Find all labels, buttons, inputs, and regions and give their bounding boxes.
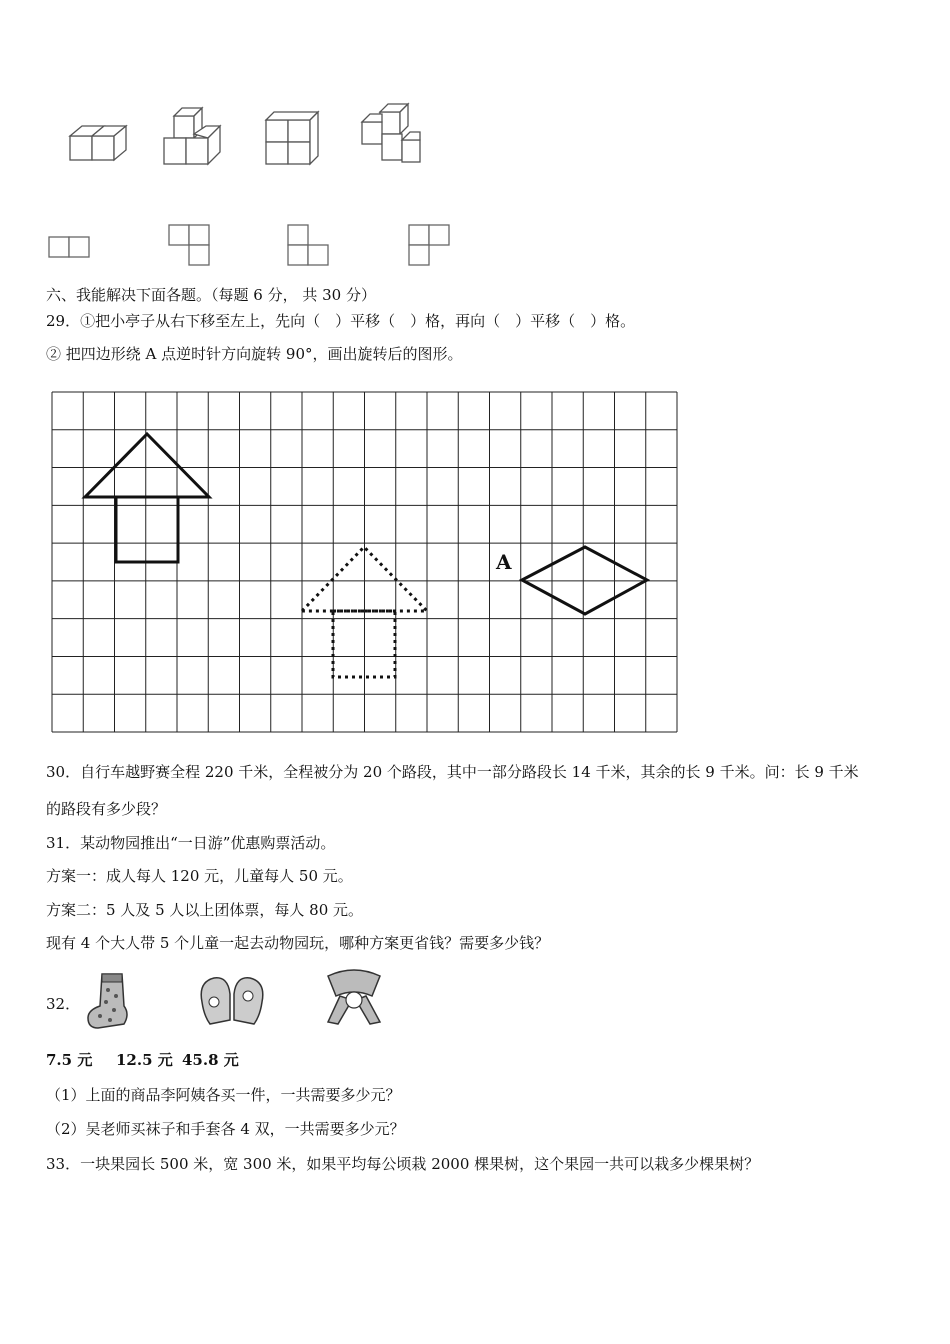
q30-line2: 的路段有多少段？ <box>46 800 167 818</box>
q29-part1: 29．①把小亭子从右下移至左上，先向（ ）平移（ ）格，再向（ ）平移（ ）格。 <box>46 312 636 330</box>
q31-question: 现有 4 个大人带 5 个儿童一起去动物园玩，哪种方案更省钱？需要多少钱？ <box>46 934 550 952</box>
square-view-icon <box>408 224 452 268</box>
q31-plan1: 方案一：成人每人 120 元，儿童每人 50 元。 <box>46 867 353 885</box>
q30-line1: 30．自行车越野赛全程 220 千米，全程被分为 20 个路段，其中一部分路段长 14 千米，其余的长 9 千米。问：长 9 千米 <box>46 763 859 781</box>
section-title: 六、我能解决下面各题。（每题 6 分， 共 30 分） <box>46 286 376 304</box>
price-sock: 7.5 元 <box>46 1051 93 1069</box>
cube-stack-icon <box>358 100 424 166</box>
price-scarf: 45.8 元 <box>182 1051 239 1069</box>
mittens-icon <box>196 972 268 1032</box>
cube-stack-icon <box>264 110 322 168</box>
translation-rotation-grid <box>50 390 680 736</box>
q31-plan2: 方案二：5 人及 5 人以上团体票，每人 80 元。 <box>46 901 364 919</box>
price-mittens: 12.5 元 <box>116 1051 173 1069</box>
q31-line1: 31．某动物园推出“一日游”优惠购票活动。 <box>46 834 336 852</box>
q29-part2: ② 把四边形绕 A 点逆时针方向旋转 90°，画出旋转后的图形。 <box>46 345 463 363</box>
q32-sub1: （1）上面的商品李阿姨各买一件，一共需要多少元？ <box>46 1086 401 1104</box>
scarf-icon <box>322 966 386 1028</box>
cube-stack-icon <box>162 106 224 168</box>
pavilion-roof <box>85 434 209 497</box>
q33-line1: 33．一块果园长 500 米，宽 300 米，如果平均每公顷栽 2000 棵果树，这个果园一共可以栽多少棵果树？ <box>46 1155 760 1173</box>
point-a-label: A <box>496 550 512 574</box>
square-view-icon <box>168 224 212 268</box>
q32-number: 32． <box>46 995 81 1013</box>
sock-icon <box>84 972 134 1032</box>
q32-sub2: （2）吴老师买袜子和手套各 4 双，一共需要多少元？ <box>46 1120 405 1138</box>
square-view-icon <box>287 224 331 268</box>
square-view-icon <box>48 236 92 258</box>
cube-stack-icon <box>68 118 128 168</box>
pavilion-body <box>116 497 178 562</box>
